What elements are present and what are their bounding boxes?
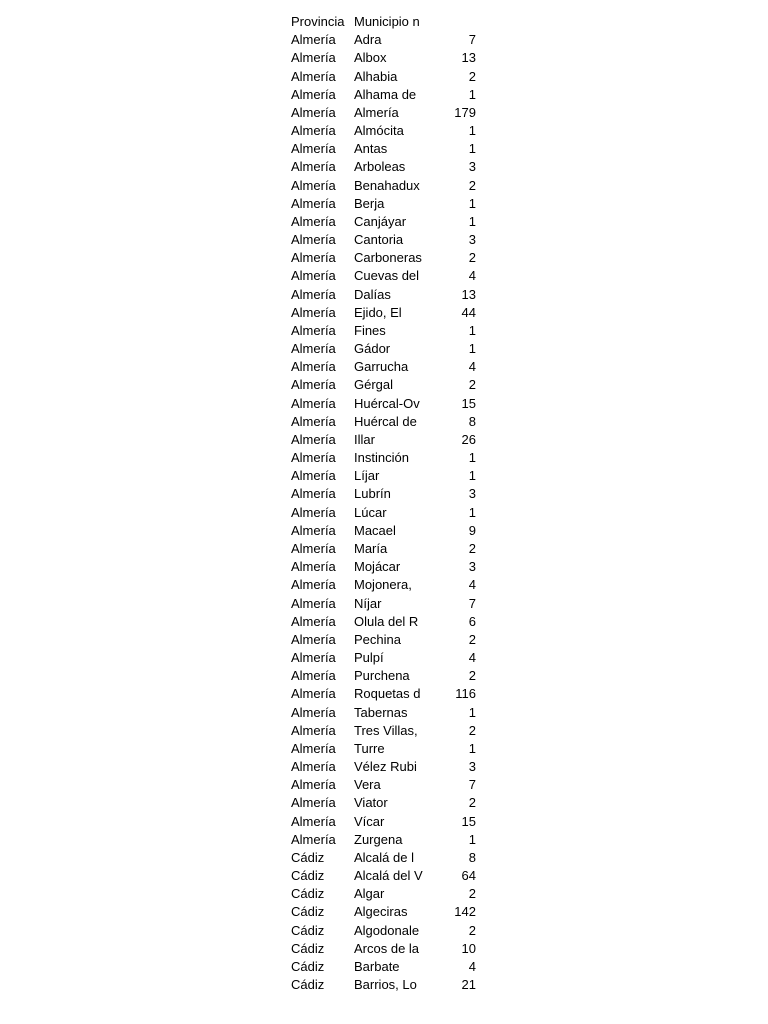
cell-n: 2	[468, 795, 476, 811]
cell-provincia: Almería	[291, 468, 336, 484]
header-municipio: Municipio n	[354, 14, 420, 29]
cell-n: 1	[468, 213, 476, 229]
table-row	[291, 104, 481, 122]
cell-n: 2	[468, 722, 476, 738]
cell-municipio: Tabernas	[354, 704, 408, 720]
table-row	[291, 831, 481, 849]
cell-municipio: Arboleas	[354, 159, 406, 175]
cell-n: 1	[468, 831, 476, 847]
cell-municipio: Almería	[354, 104, 399, 120]
cell-provincia: Cádiz	[291, 904, 325, 920]
cell-municipio: Huércal de	[354, 413, 417, 429]
cell-n: 3	[468, 486, 476, 502]
cell-provincia: Almería	[291, 504, 336, 520]
cell-provincia: Almería	[291, 213, 336, 229]
cell-n: 1	[468, 86, 476, 102]
table-row	[291, 449, 481, 467]
table-row	[291, 140, 481, 158]
cell-n: 6	[468, 613, 476, 629]
table-row	[291, 704, 481, 722]
spreadsheet-table	[291, 13, 481, 994]
header-row	[291, 13, 481, 31]
cell-municipio: Roquetas d	[354, 686, 421, 702]
cell-provincia: Almería	[291, 613, 336, 629]
cell-n: 10	[461, 940, 476, 956]
cell-provincia: Almería	[291, 104, 336, 120]
cell-provincia: Cádiz	[291, 886, 325, 902]
table-row	[291, 522, 481, 540]
cell-n: 9	[468, 522, 476, 538]
table-row	[291, 631, 481, 649]
cell-provincia: Almería	[291, 268, 336, 284]
cell-provincia: Cádiz	[291, 977, 325, 993]
cell-n: 4	[468, 958, 476, 974]
table-row	[291, 485, 481, 503]
cell-municipio: Barbate	[354, 958, 400, 974]
cell-provincia: Almería	[291, 177, 336, 193]
table-row	[291, 267, 481, 285]
cell-municipio: Lúcar	[354, 504, 387, 520]
table-row	[291, 304, 481, 322]
table-row	[291, 558, 481, 576]
cell-n: 2	[468, 886, 476, 902]
table-row	[291, 395, 481, 413]
table-row	[291, 758, 481, 776]
cell-n: 1	[468, 504, 476, 520]
cell-n: 3	[468, 559, 476, 575]
cell-provincia: Almería	[291, 577, 336, 593]
header-provincia: Provincia	[291, 14, 345, 29]
cell-n: 13	[461, 50, 476, 66]
cell-provincia: Almería	[291, 650, 336, 666]
cell-provincia: Almería	[291, 795, 336, 811]
cell-provincia: Almería	[291, 86, 336, 102]
cell-n: 179	[454, 104, 476, 120]
cell-municipio: Olula del R	[354, 613, 419, 629]
cell-n: 4	[468, 650, 476, 666]
table-row	[291, 231, 481, 249]
cell-n: 2	[468, 377, 476, 393]
table-row	[291, 885, 481, 903]
cell-municipio: Vélez Rubi	[354, 759, 417, 775]
cell-n: 1	[468, 141, 476, 157]
cell-provincia: Almería	[291, 704, 336, 720]
cell-municipio: Níjar	[354, 595, 382, 611]
cell-municipio: Mojonera,	[354, 577, 412, 593]
cell-municipio: Alcalá de l	[354, 849, 414, 865]
cell-n: 8	[468, 849, 476, 865]
cell-provincia: Almería	[291, 431, 336, 447]
cell-provincia: Almería	[291, 195, 336, 211]
cell-n: 7	[468, 777, 476, 793]
cell-provincia: Almería	[291, 159, 336, 175]
cell-provincia: Almería	[291, 813, 336, 829]
cell-n: 2	[468, 68, 476, 84]
cell-provincia: Almería	[291, 286, 336, 302]
table-row	[291, 158, 481, 176]
table-row	[291, 31, 481, 49]
cell-provincia: Almería	[291, 740, 336, 756]
cell-provincia: Almería	[291, 722, 336, 738]
cell-municipio: Ejido, El	[354, 304, 402, 320]
table-row	[291, 649, 481, 667]
table-row	[291, 576, 481, 594]
table-row	[291, 340, 481, 358]
table-row	[291, 431, 481, 449]
table-row	[291, 413, 481, 431]
cell-provincia: Almería	[291, 486, 336, 502]
cell-municipio: Fines	[354, 322, 386, 338]
cell-municipio: Tres Villas,	[354, 722, 418, 738]
table-body	[291, 31, 481, 994]
cell-municipio: Pechina	[354, 631, 401, 647]
cell-n: 2	[468, 668, 476, 684]
cell-municipio: Huércal-Ov	[354, 395, 420, 411]
cell-n: 1	[468, 468, 476, 484]
table-row	[291, 68, 481, 86]
table-row	[291, 776, 481, 794]
cell-provincia: Cádiz	[291, 849, 325, 865]
cell-n: 2	[468, 631, 476, 647]
cell-n: 1	[468, 322, 476, 338]
table-row	[291, 722, 481, 740]
table-row	[291, 867, 481, 885]
cell-provincia: Almería	[291, 141, 336, 157]
table-row	[291, 177, 481, 195]
cell-municipio: Cuevas del	[354, 268, 420, 284]
cell-provincia: Cádiz	[291, 940, 325, 956]
cell-provincia: Almería	[291, 686, 336, 702]
cell-provincia: Almería	[291, 250, 336, 266]
table-row	[291, 976, 481, 994]
cell-provincia: Almería	[291, 341, 336, 357]
cell-provincia: Almería	[291, 322, 336, 338]
cell-provincia: Almería	[291, 359, 336, 375]
table-row	[291, 794, 481, 812]
table-row	[291, 358, 481, 376]
table-row	[291, 86, 481, 104]
cell-municipio: Gérgal	[354, 377, 394, 393]
cell-n: 7	[468, 32, 476, 48]
cell-provincia: Almería	[291, 559, 336, 575]
cell-municipio: Barrios, Lo	[354, 977, 417, 993]
table-row	[291, 540, 481, 558]
cell-municipio: Pulpí	[354, 650, 384, 666]
table-row	[291, 595, 481, 613]
cell-municipio: Gádor	[354, 341, 391, 357]
cell-provincia: Almería	[291, 450, 336, 466]
cell-municipio: Garrucha	[354, 359, 409, 375]
cell-municipio: Algeciras	[354, 904, 408, 920]
table-row	[291, 249, 481, 267]
table-row	[291, 322, 481, 340]
table-row	[291, 613, 481, 631]
cell-municipio: Vícar	[354, 813, 385, 829]
cell-municipio: Viator	[354, 795, 388, 811]
cell-n: 3	[468, 232, 476, 248]
cell-n: 44	[461, 304, 476, 320]
cell-municipio: Macael	[354, 522, 396, 538]
cell-municipio: Albox	[354, 50, 387, 66]
table-row	[291, 940, 481, 958]
table-row	[291, 813, 481, 831]
cell-n: 15	[461, 813, 476, 829]
cell-provincia: Almería	[291, 831, 336, 847]
cell-provincia: Almería	[291, 68, 336, 84]
table-row	[291, 49, 481, 67]
table-row	[291, 195, 481, 213]
cell-municipio: Purchena	[354, 668, 410, 684]
table-row	[291, 849, 481, 867]
cell-n: 3	[468, 159, 476, 175]
cell-n: 4	[468, 268, 476, 284]
cell-provincia: Cádiz	[291, 958, 325, 974]
cell-n: 21	[461, 977, 476, 993]
cell-municipio: Algar	[354, 886, 385, 902]
cell-provincia: Almería	[291, 50, 336, 66]
cell-provincia: Almería	[291, 668, 336, 684]
table-row	[291, 740, 481, 758]
cell-provincia: Almería	[291, 377, 336, 393]
cell-n: 3	[468, 759, 476, 775]
cell-municipio: María	[354, 540, 388, 556]
cell-municipio: Mojácar	[354, 559, 401, 575]
cell-provincia: Almería	[291, 123, 336, 139]
cell-municipio: Turre	[354, 740, 385, 756]
cell-provincia: Cádiz	[291, 922, 325, 938]
table-row	[291, 467, 481, 485]
cell-n: 1	[468, 740, 476, 756]
table-row	[291, 286, 481, 304]
cell-provincia: Almería	[291, 777, 336, 793]
table-row	[291, 376, 481, 394]
cell-municipio: Dalías	[354, 286, 391, 302]
cell-provincia: Almería	[291, 232, 336, 248]
cell-n: 4	[468, 359, 476, 375]
cell-municipio: Cantoria	[354, 232, 404, 248]
cell-n: 2	[468, 922, 476, 938]
cell-municipio: Líjar	[354, 468, 380, 484]
cell-municipio: Vera	[354, 777, 381, 793]
cell-provincia: Almería	[291, 32, 336, 48]
cell-provincia: Almería	[291, 304, 336, 320]
cell-n: 26	[461, 431, 476, 447]
cell-provincia: Almería	[291, 395, 336, 411]
cell-provincia: Almería	[291, 522, 336, 538]
cell-municipio: Algodonale	[354, 922, 420, 938]
cell-n: 1	[468, 341, 476, 357]
cell-municipio: Carboneras	[354, 250, 422, 266]
cell-n: 1	[468, 704, 476, 720]
cell-provincia: Almería	[291, 540, 336, 556]
cell-municipio: Zurgena	[354, 831, 403, 847]
cell-municipio: Alcalá del V	[354, 868, 423, 884]
cell-municipio: Alhabia	[354, 68, 398, 84]
cell-municipio: Instinción	[354, 450, 409, 466]
cell-municipio: Arcos de la	[354, 940, 420, 956]
cell-n: 4	[468, 577, 476, 593]
cell-provincia: Almería	[291, 631, 336, 647]
cell-provincia: Almería	[291, 759, 336, 775]
cell-municipio: Canjáyar	[354, 213, 407, 229]
cell-provincia: Almería	[291, 413, 336, 429]
cell-n: 2	[468, 250, 476, 266]
cell-n: 2	[468, 540, 476, 556]
cell-n: 1	[468, 123, 476, 139]
cell-provincia: Almería	[291, 595, 336, 611]
cell-municipio: Lubrín	[354, 486, 391, 502]
cell-municipio: Antas	[354, 141, 388, 157]
header-n	[415, 13, 476, 31]
cell-municipio: Almócita	[354, 123, 404, 139]
cell-n: 7	[468, 595, 476, 611]
cell-n: 2	[468, 177, 476, 193]
table-row	[291, 667, 481, 685]
cell-n: 142	[454, 904, 476, 920]
table-row	[291, 122, 481, 140]
cell-n: 1	[468, 450, 476, 466]
cell-n: 15	[461, 395, 476, 411]
cell-n: 13	[461, 286, 476, 302]
table-row	[291, 213, 481, 231]
table-row	[291, 922, 481, 940]
cell-municipio: Berja	[354, 195, 385, 211]
cell-provincia: Cádiz	[291, 868, 325, 884]
table-row	[291, 903, 481, 921]
table-row	[291, 685, 481, 703]
cell-n: 1	[468, 195, 476, 211]
cell-municipio: Illar	[354, 431, 375, 447]
cell-municipio: Adra	[354, 32, 382, 48]
table-row	[291, 504, 481, 522]
cell-n: 116	[455, 686, 476, 702]
cell-municipio: Alhama de	[354, 86, 417, 102]
table-row	[291, 958, 481, 976]
cell-municipio: Benahadux	[354, 177, 420, 193]
cell-n: 64	[461, 868, 476, 884]
cell-n: 8	[468, 413, 476, 429]
